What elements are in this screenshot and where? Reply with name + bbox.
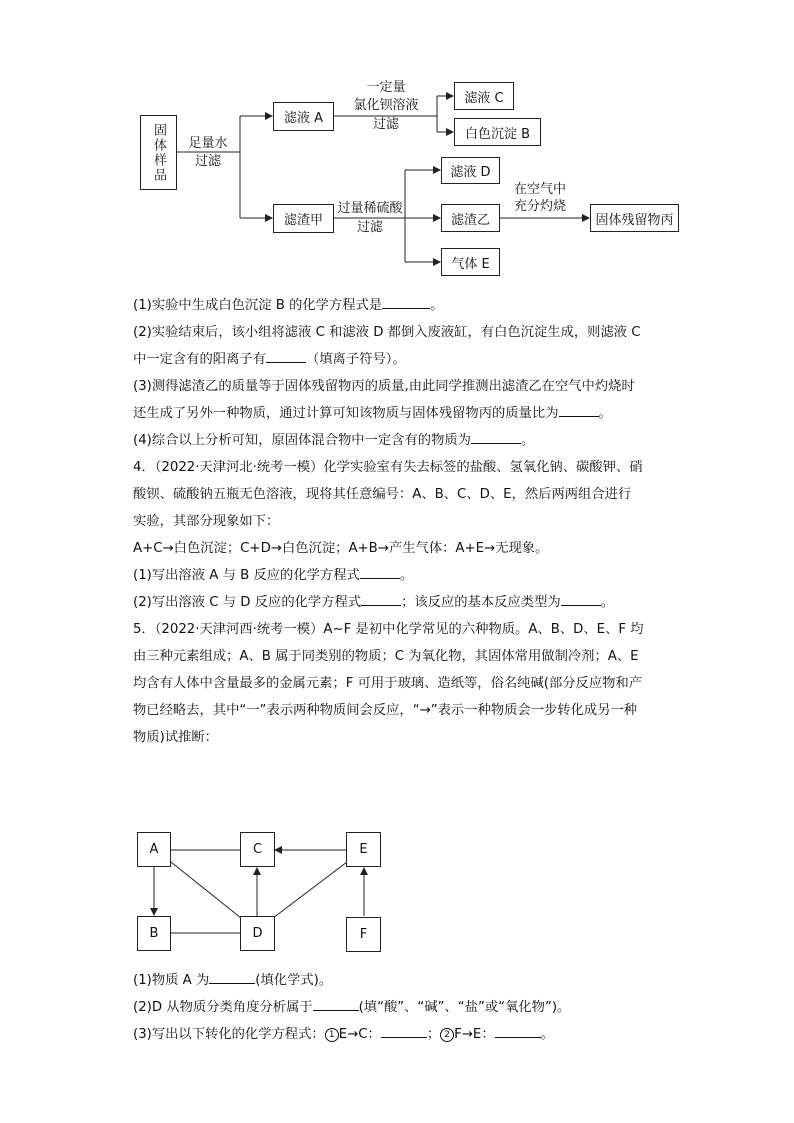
q3-part2-line2: 中一定含有的阳离子有 （填离子符号）。	[133, 346, 663, 373]
node-f: F	[346, 917, 381, 952]
circled-number-2: 2	[440, 1028, 454, 1042]
filtrate-c-label: 滤液 C	[464, 90, 504, 106]
q3-part4: (4)综合以上分析可知，原固体混合物中一定含有的物质为 。	[133, 427, 663, 454]
answer-blank	[313, 997, 359, 1011]
q4-line2: 酸钡、硫酸钠五瓶无色溶液，现将其任意编号：A、B、C、D、E，然后两两组合进行	[133, 487, 632, 502]
solid-sample-label: 固体样品	[151, 122, 166, 183]
step1-condition-bottom: 过滤	[194, 154, 221, 169]
solid-residue-bing-label: 固体残留物丙	[595, 212, 674, 228]
white-precipitate-b-label: 白色沉淀 B	[464, 126, 531, 142]
q4-sub1: (1)写出溶液 A 与 B 反应的化学方程式 。	[133, 562, 663, 589]
q4-line3: 实验，其部分现象如下：	[133, 514, 280, 529]
step3-condition-bottom: 过滤	[356, 220, 383, 235]
answer-blank	[495, 1024, 541, 1038]
step4-condition-line2: 充分灼烧	[513, 199, 566, 214]
circled-number-1: 1	[325, 1028, 339, 1042]
q5-line4: 物已经略去，其中“一”表示两种物质间会反应，“→”表示一种物质会一步转化成另一种	[133, 703, 638, 718]
q3-part2-line1: (2)实验结束后，该小组将滤液 C 和滤液 D 都倒入废液缸，有白色沉淀生成，则滤液 C	[133, 325, 641, 340]
q3-part3-line1: (3)测得滤渣乙的质量等于固体残留物丙的质量,由此同学推测出滤渣乙在空气中灼烧时	[133, 379, 635, 394]
q5-sub1: (1)物质 A 为 (填化学式)。	[133, 967, 663, 994]
residue-jia-label: 滤渣甲	[283, 213, 323, 228]
node-e: E	[346, 832, 381, 867]
step4-condition-line1: 在空气中	[513, 182, 566, 197]
node-b: B	[137, 916, 171, 951]
step3-condition-top: 过量稀硫酸	[337, 201, 403, 216]
q5-line3: 均含有人体中含量最多的金属元素；F 可用于玻璃、造纸等，俗名纯碱(部分反应物和产	[133, 676, 643, 691]
q5-sub3: (3)写出以下转化的化学方程式： 1 E→C： ； 2 F→E： 。	[133, 1021, 663, 1048]
node-a: A	[137, 832, 171, 867]
step2-condition-line2: 氯化钡溶液	[353, 98, 419, 113]
q4-line4: A+C→白色沉淀；C+D→白色沉淀；A+B→产生气体：A+E→无现象。	[133, 541, 549, 556]
node-c: C	[240, 832, 275, 867]
q4-line1: 4．（2022·天津河北·统考一模）化学实验室有失去标签的盐酸、氢氧化钠、碳酸钾、硝	[133, 460, 643, 475]
q3-part1: (1)实验中生成白色沉淀 B 的化学方程式是 。	[133, 292, 663, 319]
node-d: D	[240, 916, 275, 951]
q5-line1: 5．（2022·天津河西·统考一模）A~F 是初中化学常见的六种物质。A、B、D、E、F 均	[133, 622, 644, 637]
residue-yi-label: 滤渣乙	[450, 212, 490, 228]
q5-line2: 由三种元素组成；A、B 属于同类别的物质；C 为氧化物，其固体常用做制冷剂；A、E	[133, 649, 639, 664]
filtrate-d-label: 滤液 D	[450, 165, 491, 180]
q5-sub2: (2)D 从物质分类角度分析属于 (填“酸”、“碱”、“盐”或“氧化物”)。	[133, 994, 663, 1021]
gas-e-label: 气体 E	[451, 256, 490, 272]
q4-sub2: (2)写出溶液 C 与 D 反应的化学方程式 ；该反应的基本反应类型为 。	[133, 589, 663, 616]
step1-condition-top: 足量水	[188, 136, 228, 151]
q5-line5: 物质)试推断：	[133, 730, 218, 745]
q5-subquestions	[133, 967, 663, 1048]
step2-condition-line1: 一定量	[366, 80, 406, 95]
filtrate-a-label: 滤液 A	[283, 111, 324, 126]
q3-part3-line2: 还生成了另外一种物质，通过计算可知该物质与固体残留物丙的质量比为 。	[133, 400, 663, 427]
answer-blank	[381, 1024, 427, 1038]
answer-blank	[209, 970, 255, 984]
step2-condition-line3: 过滤	[372, 117, 399, 132]
